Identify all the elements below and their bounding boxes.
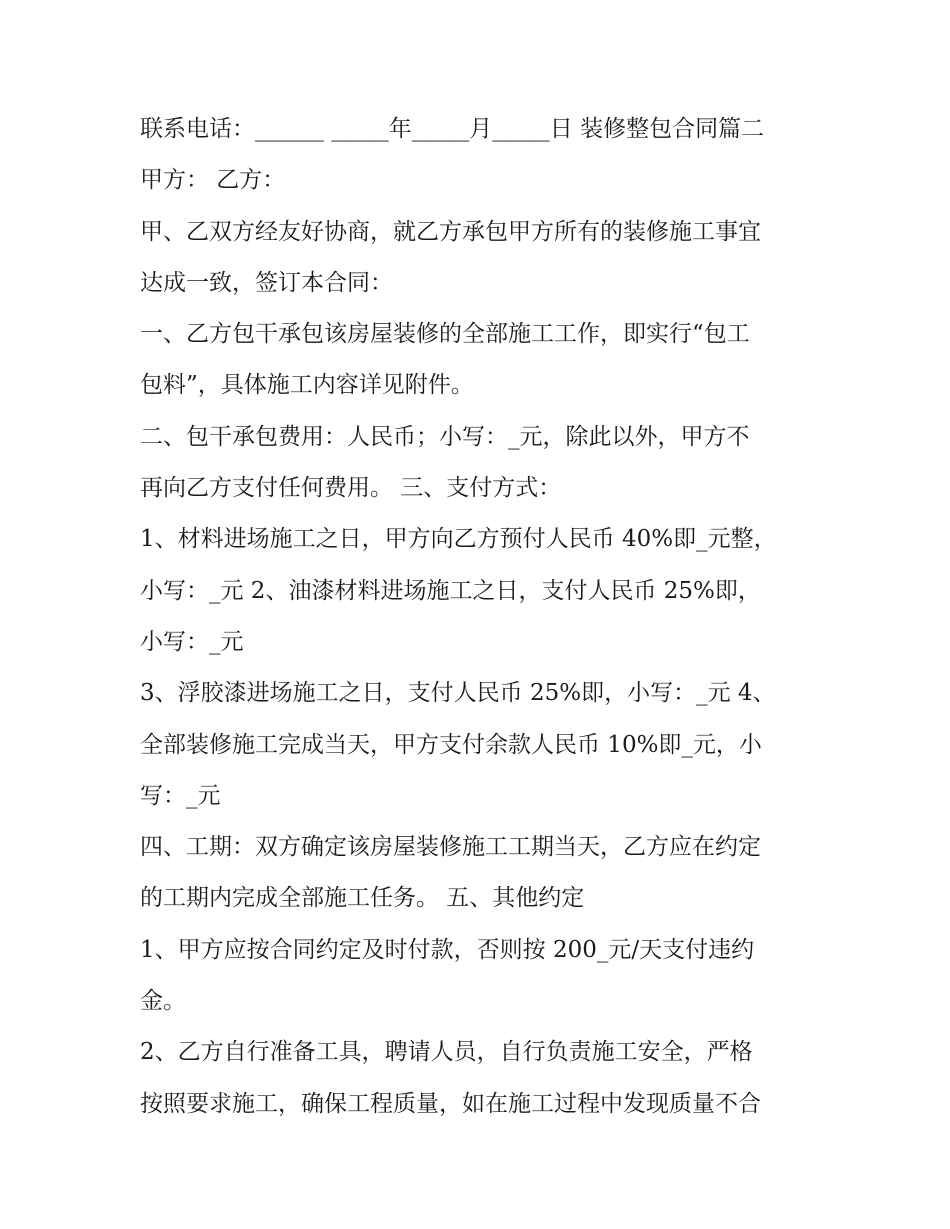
text-line: 达成一致，签订本合同： [140, 269, 393, 296]
text-line: 联系电话：______ _____年_____月_____日 装修整包合同篇二 [140, 116, 765, 142]
text-line: 的工期内完成全部施工任务。 五、其他约定 [140, 885, 585, 912]
text-line: 甲、乙双方经友好协商，就乙方承包甲方所有的装修施工事宜 [140, 218, 761, 245]
text-line: 全部装修施工完成当天，甲方支付余款人民币 10%即_元，小 [140, 731, 762, 758]
text-line: 四、工期：双方确定该房屋装修施工工期当天，乙方应在约定 [140, 834, 761, 861]
text-line: 包料”，具体施工内容详见附件。 [140, 372, 474, 399]
text-line: 金。 [140, 988, 186, 1015]
text-line: 二、包干承包费用：人民币；小写：_元，除此以外，甲方不 [140, 423, 750, 450]
text-line: 再向乙方支付任何费用。 三、支付方式： [140, 475, 562, 502]
text-line: 3、浮胶漆进场施工之日，支付人民币 25%即，小写：_元 4、 [140, 680, 776, 707]
text-line: 一、乙方包干承包该房屋装修的全部施工工作，即实行“包工 [140, 321, 750, 348]
text-line: 按照要求施工，确保工程质量，如在施工过程中发现质量不合 [140, 1090, 761, 1117]
text-line: 2、乙方自行准备工具，聘请人员，自行负责施工安全，严格 [140, 1039, 753, 1066]
text-line: 小写：_元 [140, 628, 244, 655]
contract-text [140, 104, 820, 1130]
text-line: 小写：_元 2、油漆材料进场施工之日，支付人民币 25%即， [140, 577, 761, 604]
text-line: 1、甲方应按合同约定及时付款，否则按 200_元/天支付违约 [140, 936, 755, 963]
text-line: 1、材料进场施工之日，甲方向乙方预付人民币 40%即_元整， [140, 526, 777, 553]
text-line: 甲方： 乙方： [140, 167, 286, 194]
text-line: 写：_元 [140, 782, 221, 809]
